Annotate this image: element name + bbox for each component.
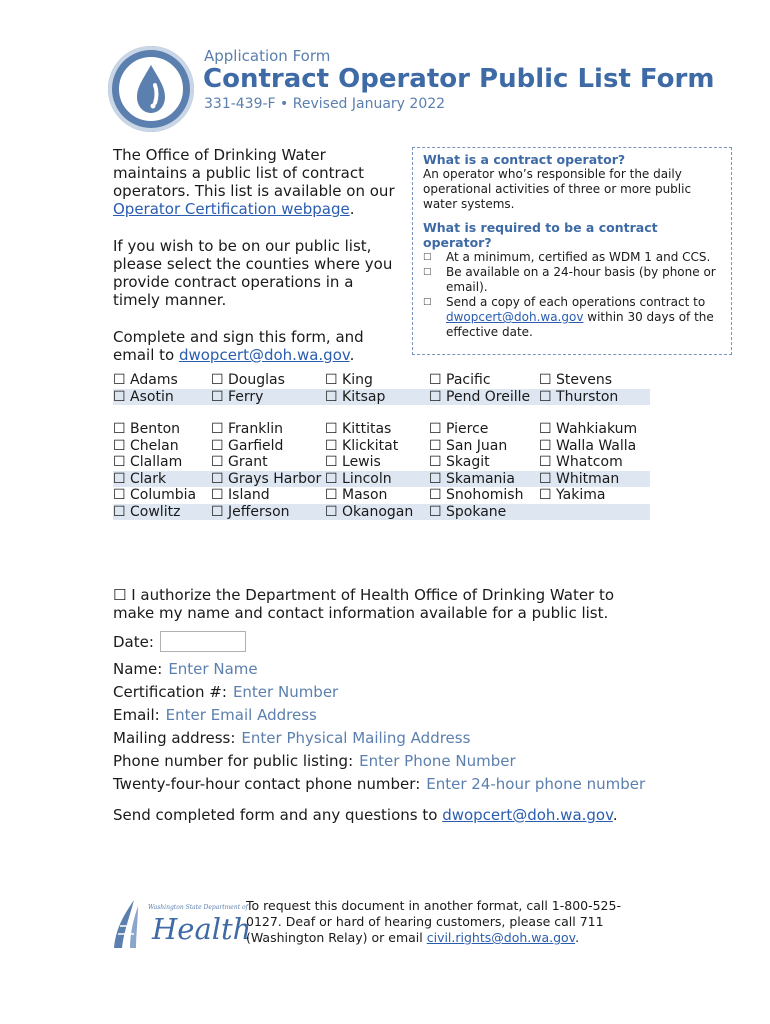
spacer-cell [429,405,539,421]
date-row [113,631,246,652]
mailing-label: Mailing address: [113,729,236,747]
county-label: Pend Oreille [446,388,531,405]
county-label: Whitman [556,470,620,487]
county-checkbox[interactable]: ☐ [325,388,338,405]
logo-small-text: Washington State Department of [148,904,248,911]
spacer-cell [539,405,650,421]
requirement-item [423,250,723,265]
county-checkbox[interactable]: ☐ [325,454,338,470]
email-link[interactable]: dwopcert@doh.wa.gov [178,346,350,364]
spacer-cell [211,405,325,421]
county-checkbox[interactable]: ☐ [113,372,126,388]
phone-input[interactable]: Enter Phone Number [359,752,516,770]
county-row [113,438,650,455]
county-cell [211,438,325,455]
county-checkbox[interactable]: ☐ [113,503,126,520]
county-label: Snohomish [446,487,524,503]
county-checkbox[interactable]: ☐ [429,421,442,437]
county-checkbox[interactable]: ☐ [539,372,552,388]
requirement-item [423,265,723,295]
requirement-item [423,295,723,340]
requirement-text-end: within 30 days of the effective date. [446,310,714,339]
certification-label: Certification #: [113,683,227,701]
county-cell [325,372,429,389]
county-checkbox[interactable]: ☐ [429,454,442,470]
authorize-checkbox[interactable]: ☐ [113,586,127,604]
county-cell [211,454,325,471]
county-cell [539,438,650,455]
county-row-spacer [113,405,650,421]
county-checkbox[interactable]: ☐ [325,503,338,520]
county-cell [211,471,325,488]
county-label: Skagit [446,454,490,470]
intro-paragraph-1 [113,146,403,218]
county-label: Asotin [130,388,174,405]
county-checkbox[interactable]: ☐ [211,487,224,503]
county-checkbox[interactable]: ☐ [113,437,126,454]
county-label: Kitsap [342,388,386,405]
county-checkbox[interactable]: ☐ [113,487,126,503]
counties-table [113,372,650,520]
county-checkbox[interactable]: ☐ [113,454,126,470]
county-checkbox[interactable]: ☐ [325,437,338,454]
county-checkbox[interactable]: ☐ [211,503,224,520]
name-label: Name: [113,660,163,678]
certification-row [113,683,338,701]
civil-rights-email-link[interactable]: civil.rights@doh.wa.gov [426,930,576,945]
application-form-label: Application Form [204,47,331,65]
email-label: Email: [113,706,160,724]
contract-email-link[interactable]: dwopcert@doh.wa.gov [446,310,584,324]
phone24-label: Twenty-four-hour contact phone number: [113,775,421,793]
send-end: . [612,806,618,824]
county-checkbox[interactable]: ☐ [429,503,442,520]
county-label: San Juan [446,437,508,454]
county-cell [429,389,539,406]
county-checkbox[interactable]: ☐ [113,388,126,405]
county-checkbox[interactable]: ☐ [429,437,442,454]
county-cell [325,389,429,406]
authorize-statement [113,586,653,622]
county-cell [539,471,650,488]
county-cell [429,372,539,389]
county-cell [325,454,429,471]
county-checkbox[interactable]: ☐ [429,487,442,503]
county-checkbox[interactable]: ☐ [211,372,224,388]
county-label: Whatcom [556,454,623,470]
county-checkbox[interactable]: ☐ [113,470,126,487]
health-logo [112,896,252,952]
county-checkbox[interactable]: ☐ [325,470,338,487]
county-cell [325,421,429,438]
send-instructions [113,806,618,824]
county-cell [211,421,325,438]
county-cell [113,504,211,521]
name-row [113,660,258,678]
county-cell [325,438,429,455]
county-label: Clallam [130,454,183,470]
county-label: Wahkiakum [556,421,638,437]
county-checkbox[interactable]: ☐ [539,487,552,503]
county-label: Skamania [446,470,515,487]
county-cell [113,438,211,455]
spacer-cell [113,405,211,421]
county-checkbox[interactable]: ☐ [539,470,552,487]
county-label: Ferry [228,388,264,405]
county-checkbox[interactable]: ☐ [539,437,552,454]
county-label: Okanogan [342,503,414,520]
requirements-list [423,250,723,340]
county-checkbox[interactable]: ☐ [211,454,224,470]
county-label: Benton [130,421,181,437]
mailing-input[interactable]: Enter Physical Mailing Address [241,729,471,747]
county-checkbox[interactable]: ☐ [539,454,552,470]
county-cell [539,487,650,504]
county-label: Mason [342,487,388,503]
county-checkbox[interactable]: ☐ [325,421,338,437]
county-label: Garfield [228,437,284,454]
county-checkbox[interactable]: ☐ [429,372,442,388]
county-cell [211,372,325,389]
county-cell [429,471,539,488]
phone24-row [113,775,645,793]
county-label: Grays Harbor [228,470,322,487]
intro-paragraph-3 [113,328,403,364]
form-id: 331-439-F • Revised January 2022 [204,96,446,112]
info-answer-1: An operator who’s responsible for the daily operational activities of three or more public water systems. [423,167,692,211]
county-row [113,471,650,488]
send-text: Send completed form and any questions to [113,806,443,824]
county-row [113,487,650,504]
county-label: Grant [228,454,268,470]
date-input[interactable] [160,631,246,652]
county-label: Stevens [556,372,613,388]
county-label: Clark [130,470,167,487]
county-checkbox[interactable]: ☐ [211,388,224,405]
county-cell [539,389,650,406]
square-bullet-icon: □ [423,297,432,307]
county-row [113,389,650,406]
info-question-2: What is required to be a contract operator? [423,220,658,250]
county-cell [539,504,650,521]
email-row [113,706,317,724]
county-cell [113,421,211,438]
county-cell [113,389,211,406]
county-cell [211,487,325,504]
county-cell [429,504,539,521]
county-row [113,454,650,471]
county-label: Cowlitz [130,503,181,520]
intro-p3-text: Complete and sign this form, and email to [113,328,364,364]
county-checkbox[interactable]: ☐ [429,470,442,487]
phone-label: Phone number for public listing: [113,752,354,770]
county-cell [539,454,650,471]
county-row [113,421,650,438]
county-label: Lewis [342,454,381,470]
footer-accessibility-note [246,898,646,946]
county-label: Franklin [228,421,284,437]
county-cell [429,454,539,471]
square-bullet-icon: □ [423,252,432,262]
info-box [412,147,732,355]
county-label: Kittitas [342,421,392,437]
county-label: Lincoln [342,470,392,487]
intro-text [113,146,403,383]
county-label: Pacific [446,372,491,388]
certification-input[interactable]: Enter Number [232,683,339,701]
county-checkbox[interactable]: ☐ [325,487,338,503]
intro-p3-end: . [349,346,355,364]
send-email-link[interactable]: dwopcert@doh.wa.gov [442,806,613,824]
county-label: Pierce [446,421,489,437]
county-checkbox[interactable]: ☐ [113,421,126,437]
spacer-cell [325,405,429,421]
county-label: Klickitat [342,437,399,454]
county-label: Yakima [556,487,606,503]
logo-health-word: Health [152,912,252,946]
county-label: Jefferson [228,503,290,520]
county-cell [325,504,429,521]
requirement-text: At a minimum, certified as WDM 1 and CCS. [446,250,711,264]
water-drop-logo-icon [108,46,194,132]
phone24-input[interactable]: Enter 24-hour phone number [426,775,646,793]
info-question-1: What is a contract operator? [423,152,626,167]
county-row [113,372,650,389]
intro-p1-text: The Office of Drinking Water maintains a public list of contract operators. This list is available on our [113,146,395,200]
county-checkbox[interactable]: ☐ [325,372,338,388]
county-label: Douglas [228,372,285,388]
county-label: Island [228,487,270,503]
operator-certification-link[interactable]: Operator Certification webpage [113,200,350,218]
page-title: Contract Operator Public List Form [203,64,715,94]
county-label: Chelan [130,437,179,454]
square-bullet-icon: □ [423,267,432,277]
mailing-row [113,729,470,747]
requirement-text: Send a copy of each operations contract to [446,295,706,309]
footer-text: To request this document in another format, call 1-800-525-0127. Deaf or hard of hearing customers, please call 711 (Washington Relay) or email [246,898,621,945]
county-cell [429,487,539,504]
county-checkbox[interactable]: ☐ [211,437,224,454]
county-cell [113,454,211,471]
date-label: Date: [113,633,154,651]
county-cell [113,487,211,504]
county-checkbox[interactable]: ☐ [539,388,552,405]
county-cell [113,471,211,488]
county-label: Spokane [446,503,507,520]
name-input[interactable]: Enter Name [168,660,258,678]
county-checkbox[interactable]: ☐ [211,470,224,487]
intro-paragraph-2: If you wish to be on our public list, please select the counties where you provide contract operations in a timely manner. [113,237,393,309]
intro-p1-end: . [349,200,355,218]
email-input[interactable]: Enter Email Address [165,706,317,724]
county-checkbox[interactable]: ☐ [211,421,224,437]
county-cell [539,372,650,389]
phone-row [113,752,516,770]
county-cell [113,372,211,389]
county-row [113,504,650,521]
county-cell [429,438,539,455]
county-cell [429,421,539,438]
county-label: Adams [130,372,178,388]
footer-end: . [575,930,580,945]
county-cell [539,421,650,438]
county-label: King [342,372,373,388]
county-checkbox[interactable]: ☐ [429,388,442,405]
county-cell [325,471,429,488]
county-label: Thurston [556,388,619,405]
county-label: Columbia [130,487,197,503]
authorize-text: I authorize the Department of Health Office of Drinking Water to make my name and contact information available for a public list. [113,586,615,622]
county-label: Walla Walla [556,437,637,454]
county-checkbox[interactable]: ☐ [539,421,552,437]
county-cell [211,504,325,521]
requirement-text: Be available on a 24-hour basis (by phone or email). [446,265,716,294]
county-cell [211,389,325,406]
county-cell [325,487,429,504]
